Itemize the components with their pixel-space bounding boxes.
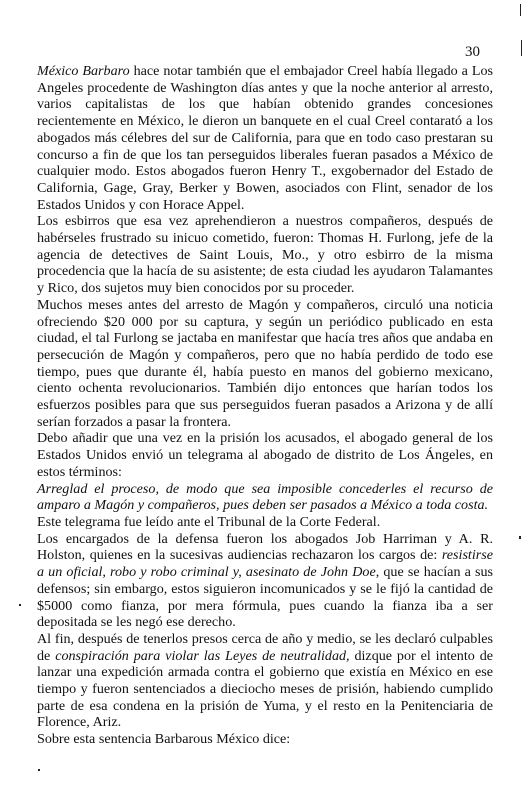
text-segment: Este telegrama fue leído ante el Tribunal de la Corte Federal.: [37, 513, 381, 530]
scan-edge-mark: [521, 40, 522, 56]
paragraph-2: [37, 213, 493, 297]
charge-italic: conspiración para violar las Leyes de neutralidad,: [55, 647, 350, 664]
text-segment: , que se hacían a sus defensos; sin embargo, estos siguieron incomunicados y se le fijó la cantidad de $5000 como fianza, por mera fórmula, pues cuando la fianza iba a ser depositada se les negó ese derecho.: [37, 564, 494, 631]
paragraph-9: [37, 731, 493, 748]
text-segment: Los encargados de la defensa fueron los abogados Job Harriman y A. R. Holston, quienes en la sucesivas audiencias rechazaron los cargos de:: [37, 530, 493, 564]
paragraph-8: [37, 631, 493, 731]
scan-edge-mark: [38, 769, 40, 771]
quote-text: Arreglad el proceso, de modo que sea imposible concederles el recurso de amparo a Magón y compañeros, pues deben ser pasados a México a toda costa.: [37, 480, 493, 514]
telegram-quote: [37, 481, 493, 514]
text-segment: Los esbirros que esa vez aprehendieron a nuestros compañeros, después de habérseles frustrado su inicuo cometido, fueron: Thomas H. Furlong, jefe de la agencia de detectives de Saint Louis, Mo., y otro esbirro de la misma procedencia que la hacía de su asistente; de esta ciudad les ayudaron Talamantes y Rico, dos sujetos muy bien conocidos por su proceder.: [37, 213, 493, 297]
text-segment: Sobre esta sentencia Barbarous México dice:: [37, 731, 291, 748]
text-segment: Al fin, después de tenerlos presos cerca de año y medio, se les declaró culpables de: [37, 630, 493, 664]
text-segment: Debo añadir que una vez en la prisión los acusados, el abogado general de los Estados Unidos envió un telegrama al abogado de distrito de Los Ángeles, en estos términos:: [37, 430, 493, 480]
paragraph-7: [37, 531, 493, 631]
text-segment: hace notar también que el embajador Creel había llegado a Los Angeles procedente de Washington días antes y que la noche anterior al arresto, varios capitalistas de los que habían obtenido grandes concesiones recientemente en México, le dieron un banquete en el cual Creel contarató a los abogados más célebres del sur de California, para que en todo caso prestaran su concurso a fin de que los tan perseguidos liberales fueran pasados a México de cualquier modo. Estos abogados fueron Henry T., exgobernador del Estado de California, Gage, Gray, Berker y Bowen, asociados con Flint, senador de los Estados Unidos y con Horace Appel.: [37, 63, 493, 213]
paragraph-4: [37, 430, 493, 480]
page-number: 30: [465, 44, 480, 60]
scan-edge-mark: [519, 536, 521, 539]
text-segment: dizque por el intento de lanzar una expedición armada contra el gobierno que existía en México en ese tiempo y fueron sentenciados a dieciocho meses de prisión, habiendo cumplido parte de esa condena en la prisión de Yuma, y el resto en la Penitenciaria de Florence, Ariz.: [37, 647, 494, 731]
paragraph-6: [37, 514, 493, 531]
charges-italic: resistirse a un oficial, robo y robo criminal y, asesinato de John Doe: [37, 547, 493, 581]
scan-edge-mark: [19, 604, 21, 606]
text-segment: Muchos meses antes del arresto de Magón y compañeros, circuló una noticia ofreciendo $20 000 por su captura, y según un periódico publicado en esta ciudad, el tal Furlong se jactaba en manifestar que hacía tres años que andaba en persecución de Magón y compañeros, pero que no había perdido de todo ese tiempo, pues que durante él, había puesto en manos del gobierno mexicano, ciento ochenta revolucionarios. También dijo entonces que harían todos los esfuerzos posibles para que sus perseguidos fueran pasados a Arizona y de allí serían forzados a pasar la frontera.: [37, 296, 493, 430]
paragraph-3: [37, 297, 493, 431]
book-title: México Barbaro: [37, 63, 130, 79]
paragraph-1: [37, 63, 493, 213]
body-text: [37, 63, 493, 748]
scan-edge-mark: [520, 4, 521, 16]
